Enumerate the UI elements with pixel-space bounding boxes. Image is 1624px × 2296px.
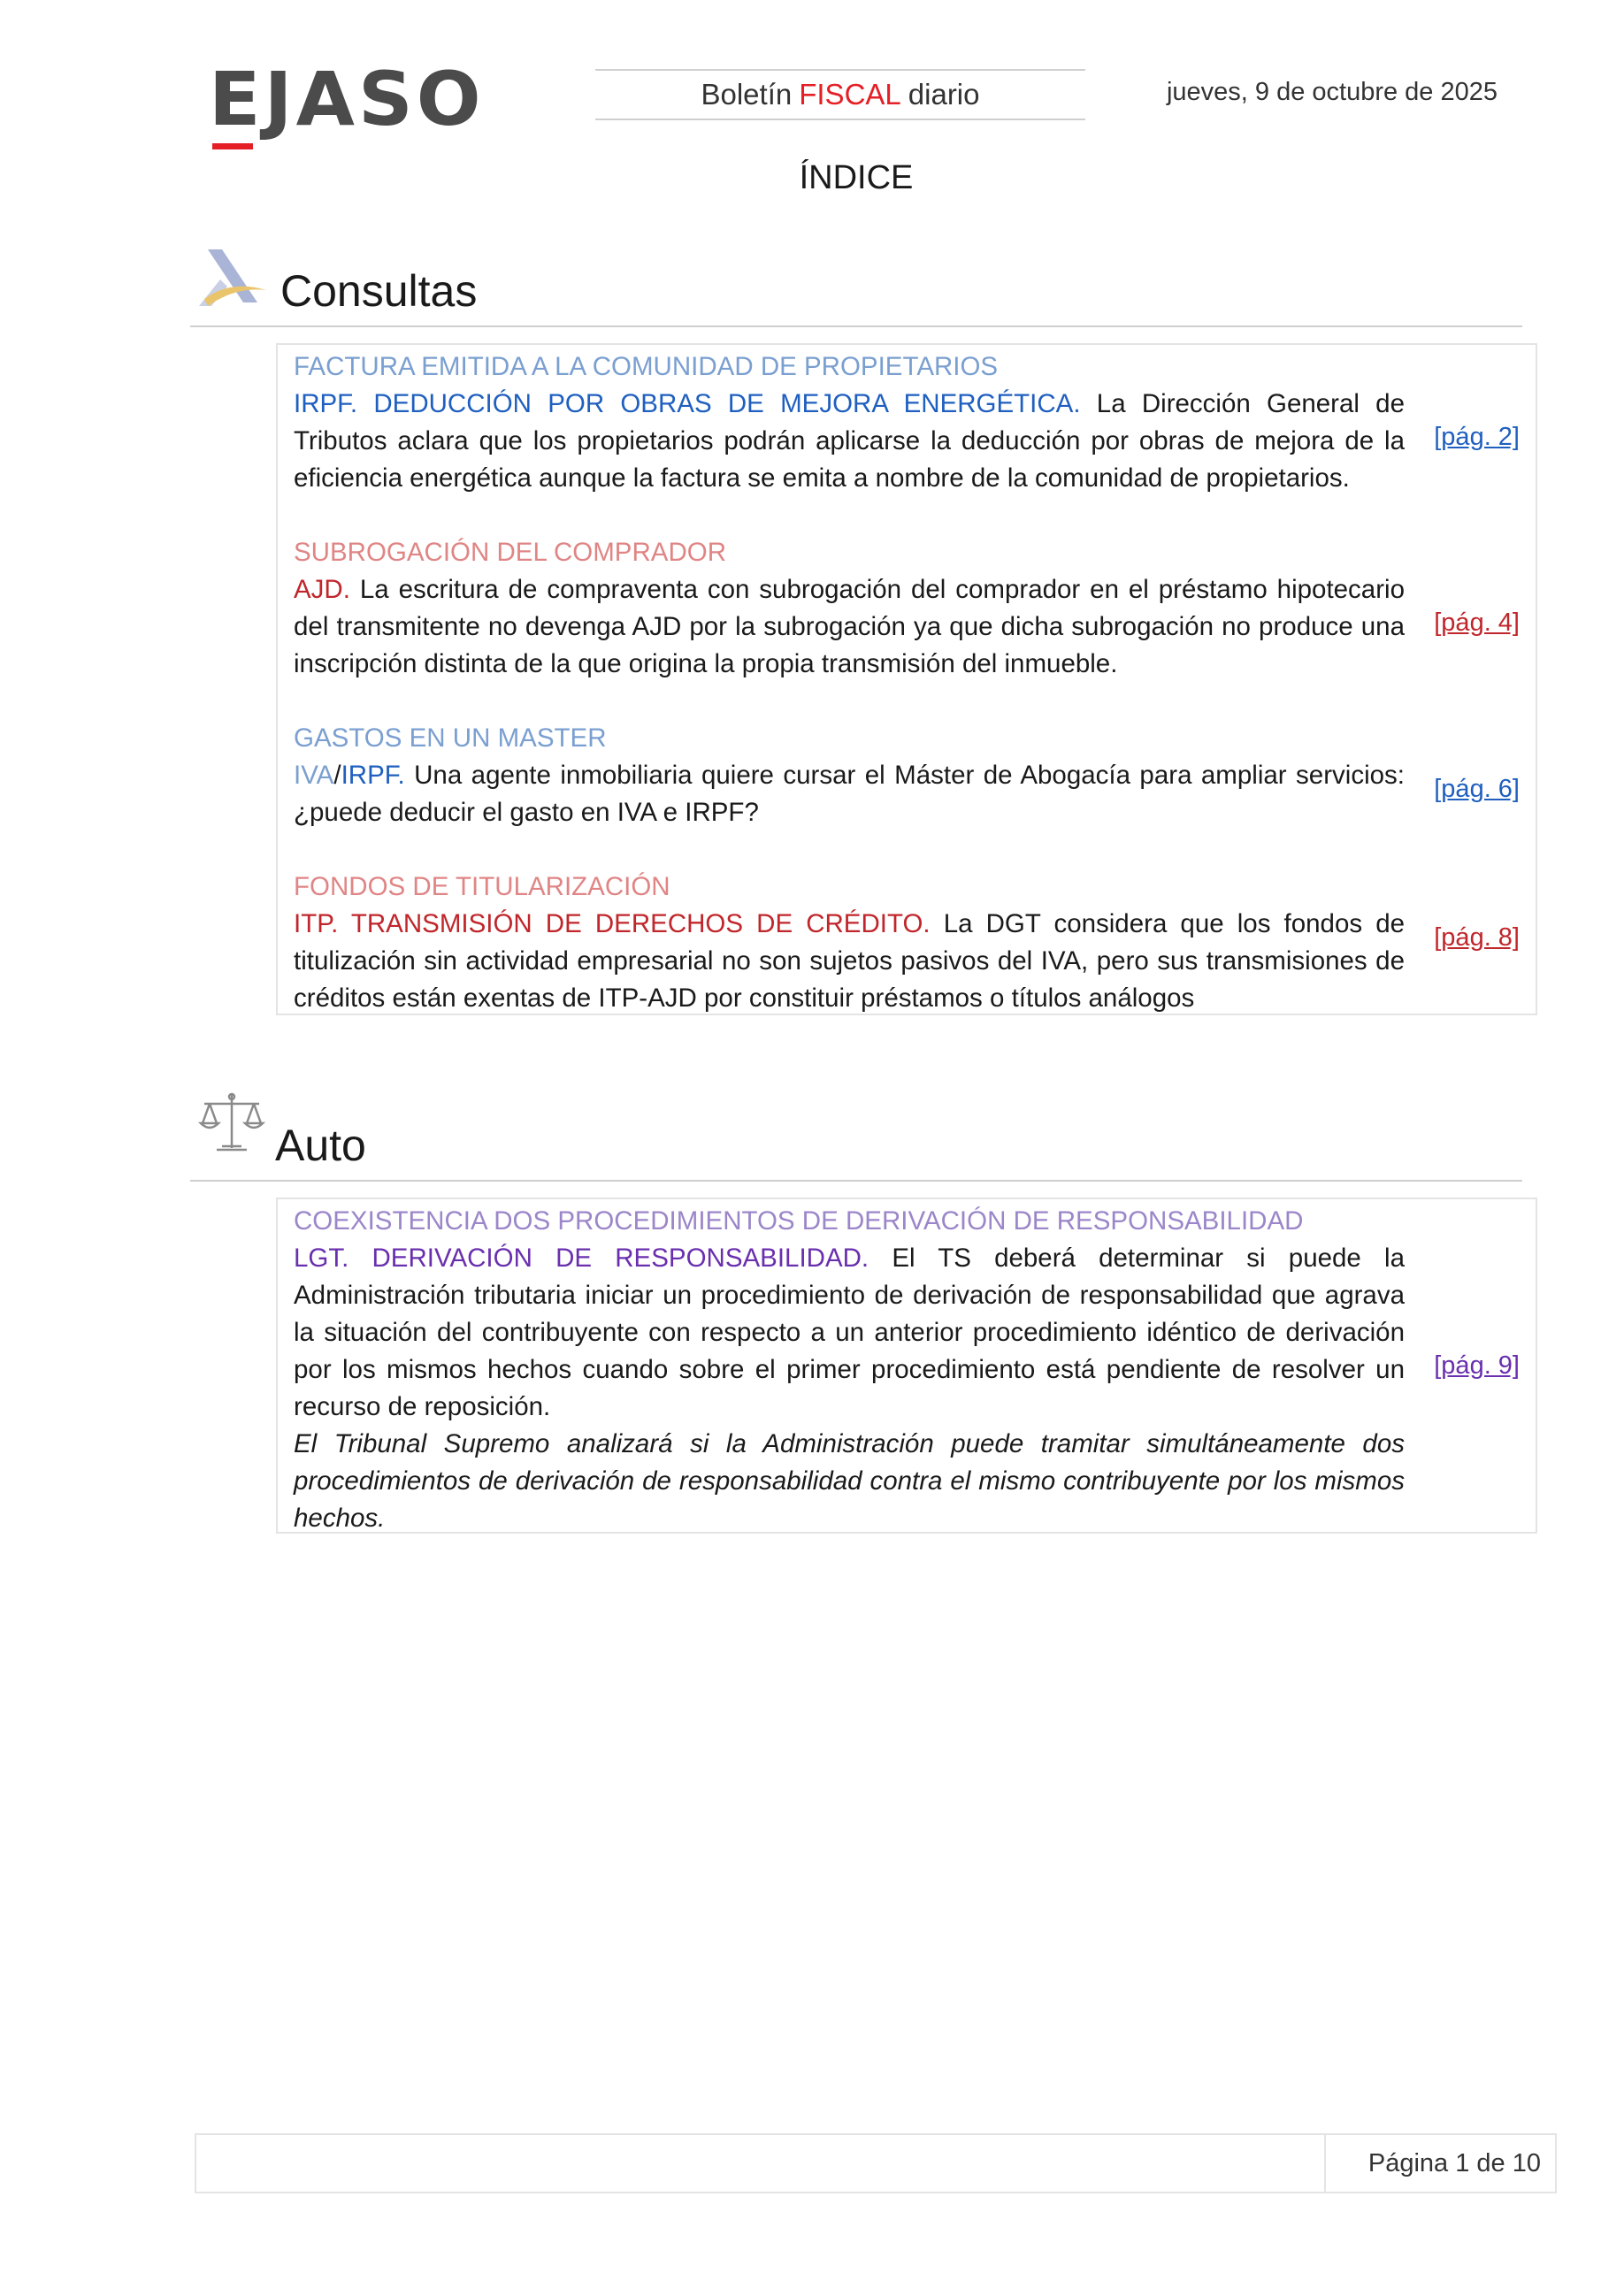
entry-lead-separator: /	[333, 761, 341, 790]
entry-category: GASTOS EN UN MASTER	[294, 723, 607, 753]
entry-lead-iva: IVA	[294, 761, 334, 790]
entry-lead: ITP. TRANSMISIÓN DE DERECHOS DE CRÉDITO.	[294, 909, 931, 938]
entry-category: COEXISTENCIA DOS PROCEDIMIENTOS DE DERIVACIÓN DE RESPONSABILIDAD	[294, 1206, 1304, 1236]
entry-body: La DGT considera que los fondos de titulización sin actividad empresarial no son sujetos pasivos del IVA, pero sus transmisiones de créditos están exentas de ITP-AJD por constituir préstamos o títulos análogos	[294, 909, 1406, 1013]
entry-consulta-1	[278, 348, 1536, 497]
logo-accent-bar	[212, 143, 253, 149]
entry-body: El TS deberá determinar si puede la Administración tributaria iniciar un procedimiento de derivación de responsabilidad que agrava la situación del contribuyente con respecto a un anterior procedimiento idéntico de derivación por los mismos hechos cuando sobre el primer procedimiento está pendiente de resolver un recurso de reposición.	[294, 1244, 1405, 1421]
entry-summary-italic: El Tribunal Supremo analizará si la Administración puede tramitar simultáneamente dos procedimientos de derivación de responsabilidad contra el mismo contribuyente por los mismos hechos.	[294, 1429, 1405, 1533]
page-link[interactable]: [pág. 2]	[1434, 423, 1520, 451]
bulletin-suffix: diario	[908, 78, 980, 111]
auto-box	[276, 1198, 1537, 1534]
page-footer	[195, 2133, 1557, 2193]
entry-lead: LGT. DERIVACIÓN DE RESPONSABILIDAD.	[294, 1244, 869, 1273]
page-link[interactable]: [pág. 9]	[1434, 1351, 1520, 1380]
entry-lead: AJD.	[294, 575, 350, 604]
bulletin-prefix: Boletín	[701, 78, 793, 111]
index-title: ÍNDICE	[799, 159, 914, 196]
section-heading-consultas	[190, 237, 1522, 327]
entry-consulta-3	[278, 720, 1536, 831]
consultas-box	[276, 343, 1537, 1015]
page-number: Página 1 de 10	[1367, 2149, 1541, 2177]
entry-body: Una agente inmobiliaria quiere cursar el Máster de Abogacía para ampliar servicios: ¿puede deducir el gasto en IVA e IRPF?	[294, 761, 1405, 827]
entry-consulta-2	[278, 534, 1536, 683]
scales-of-justice-icon	[197, 1088, 266, 1159]
entry-lead-irpf: IRPF.	[341, 761, 405, 790]
entry-body: La escritura de compraventa con subrogación del comprador en el préstamo hipotecario del transmitente no devenga AJD por la subrogación ya que dicha subrogación no produce una inscripción distinta de la que origina la propia transmisión del inmueble.	[294, 575, 1405, 678]
entry-body: La Dirección General de Tributos aclara que los propietarios podrán aplicarse la deducción por obras de mejora de la eficiencia energética aunque la factura se emita a nombre de la comunidad de propietarios.	[294, 389, 1405, 493]
section-title-auto: Auto	[275, 1121, 366, 1170]
logo-text: EJASO	[209, 56, 485, 142]
page-link[interactable]: [pág. 8]	[1434, 923, 1520, 952]
entry-lead: IRPF. DEDUCCIÓN POR OBRAS DE MEJORA ENERGÉTICA.	[294, 389, 1081, 418]
section-heading-auto	[190, 1081, 1522, 1182]
bulletin-date: jueves, 9 de octubre de 2025	[1166, 78, 1498, 106]
entry-category: SUBROGACIÓN DEL COMPRADOR	[294, 538, 726, 567]
tax-agency-logo-icon	[195, 244, 272, 311]
section-title-consultas: Consultas	[280, 266, 478, 316]
entry-consulta-4	[278, 869, 1536, 1017]
bulletin-highlight: FISCAL	[799, 78, 901, 111]
bulletin-title	[595, 69, 1085, 120]
entry-auto-1	[278, 1203, 1536, 1537]
footer-divider	[1324, 2135, 1326, 2192]
page-link[interactable]: [pág. 4]	[1434, 608, 1520, 637]
page-link[interactable]: [pág. 6]	[1434, 775, 1520, 803]
entry-category: FONDOS DE TITULARIZACIÓN	[294, 872, 670, 901]
ejaso-logo	[209, 56, 485, 150]
entry-category: FACTURA EMITIDA A LA COMUNIDAD DE PROPIETARIOS	[294, 352, 999, 381]
